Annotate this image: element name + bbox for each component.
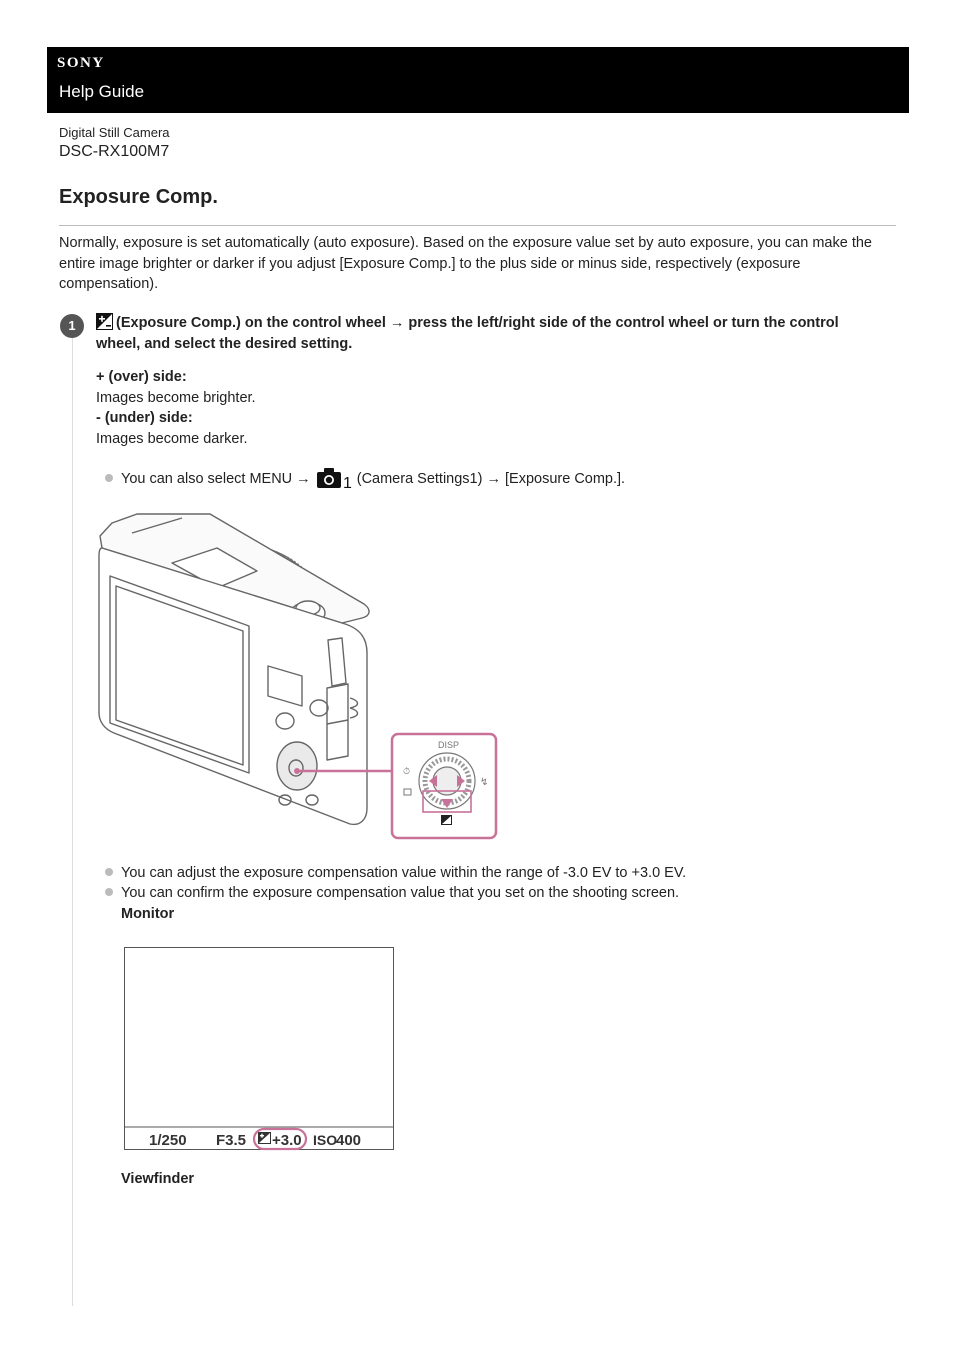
- monitor-iso-value: 400: [336, 1132, 362, 1149]
- note-confirm-text: You can confirm the exposure compensation value that you set on the shooting screen.: [121, 885, 680, 901]
- over-side-label: + (over) side:: [96, 369, 187, 385]
- monitor-screen-illustration: [124, 947, 394, 1150]
- camera-settings-tab-number: 1: [342, 475, 352, 492]
- exposure-sides: [96, 367, 256, 449]
- step-number-badge: 1: [60, 314, 84, 338]
- viewfinder-label: Viewfinder: [121, 1171, 195, 1187]
- note-range-text: You can adjust the exposure compensation value within the range of -3.0 EV to +3.0 EV.: [121, 865, 687, 881]
- intro-paragraph: Normally, exposure is set automatically (auto exposure). Based on the exposure value set by auto exposure, you can make the entire image brighter or darker if you adjust [Exposure Comp.] to the plus side or minus side, respectively (exposure compensation).: [59, 235, 872, 292]
- monitor-exposure-icon: [258, 1132, 271, 1144]
- menu-note-prefix: You can also select MENU →: [121, 471, 311, 487]
- camera-settings-icon: [317, 467, 352, 492]
- product-model: DSC-RX100M7: [59, 143, 170, 160]
- monitor-iso-label: ISO: [313, 1132, 338, 1148]
- step-instruction-text: (Exposure Comp.) on the control wheel → press the left/right side of the control wheel or turn the control wheel, and select the desired setting.: [96, 315, 839, 352]
- svg-text:⏱: ⏱: [403, 767, 411, 777]
- menu-note-suffix: (Camera Settings1) → [Exposure Comp.].: [356, 471, 626, 487]
- monitor-label: Monitor: [121, 906, 175, 922]
- bullet-icon: [105, 868, 113, 876]
- note-range: [105, 863, 686, 884]
- page-title: Exposure Comp.: [59, 186, 218, 208]
- step-instruction: [96, 313, 886, 354]
- sony-logo: SONY: [57, 55, 105, 71]
- step-guide-line: [72, 330, 73, 1306]
- title-divider: [59, 225, 896, 226]
- product-category: Digital Still Camera: [59, 125, 170, 140]
- over-side-desc: Images become brighter.: [96, 389, 256, 406]
- monitor-shutter-speed: 1/250: [149, 1132, 187, 1149]
- under-side-desc: Images become darker.: [96, 430, 248, 447]
- bullet-icon: [105, 474, 113, 482]
- header-bar: [47, 47, 909, 113]
- menu-note: [105, 467, 625, 490]
- exposure-comp-icon: [96, 313, 113, 330]
- bullet-icon: [105, 888, 113, 896]
- monitor-aperture: F3.5: [216, 1132, 247, 1149]
- note-confirm: [105, 883, 679, 904]
- svg-text:↯: ↯: [480, 777, 489, 788]
- help-guide-title[interactable]: Help Guide: [59, 82, 145, 101]
- disp-label: DISP: [438, 740, 460, 750]
- monitor-exposure-value: +3.0: [272, 1132, 302, 1149]
- camera-illustration: [92, 508, 502, 848]
- under-side-label: - (under) side:: [96, 410, 193, 426]
